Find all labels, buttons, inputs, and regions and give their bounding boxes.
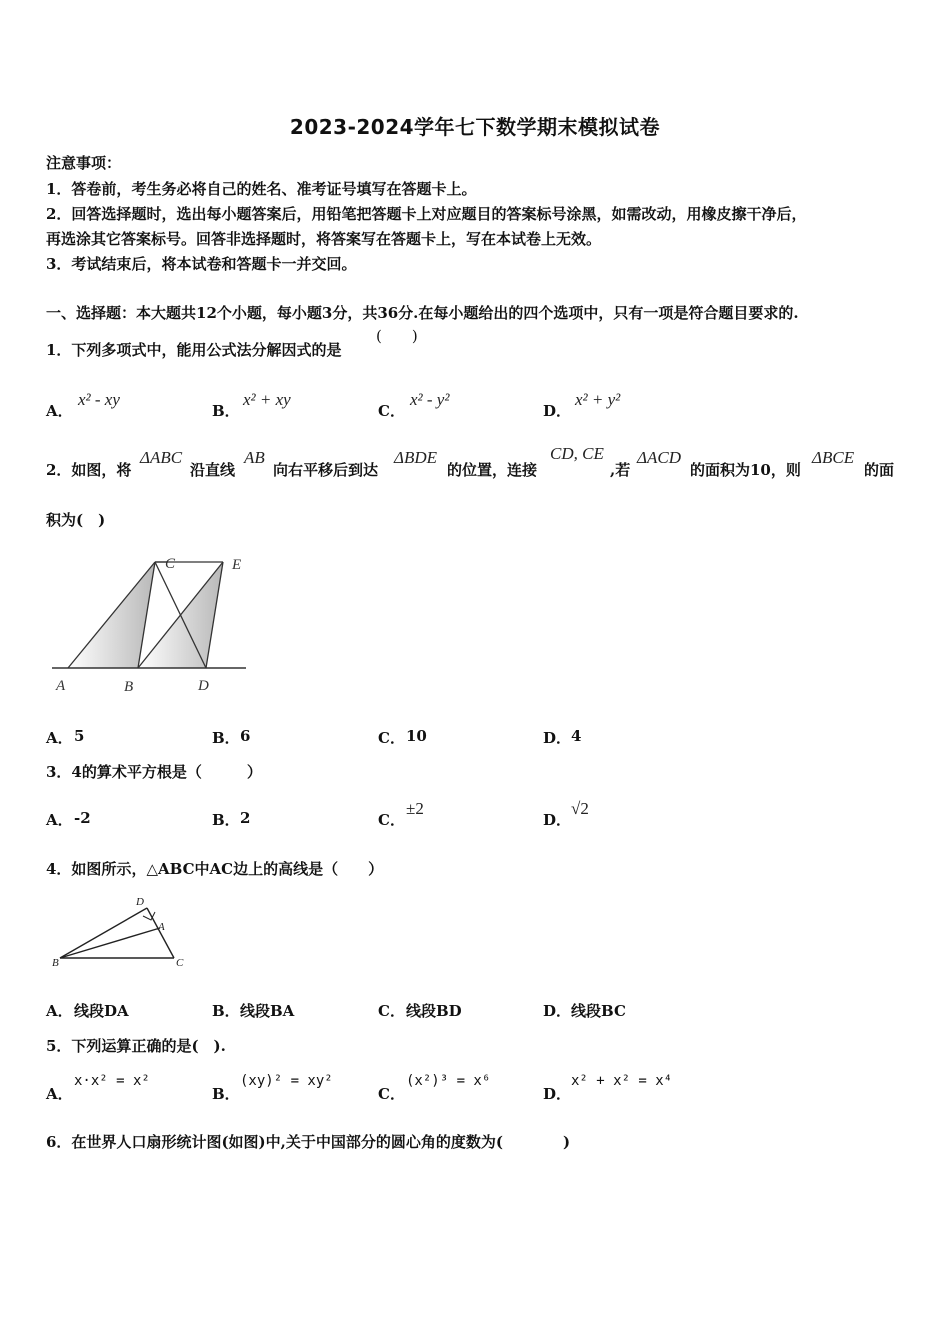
q4-figure xyxy=(44,890,204,975)
q5-option-math: (xy)² = xy² xyxy=(240,1073,333,1089)
notice-item: 3．考试结束后，将本试卷和答题卡一并交回。 xyxy=(46,255,357,273)
q1-option-math: x² - y² xyxy=(410,390,450,409)
q5-option-math: (x²)³ = x⁶ xyxy=(406,1073,491,1089)
notice-item: 2．回答选择题时，选出每小题答案后，用铅笔把答题卡上对应题目的答案标号涂黑，如需改动，用橡皮擦干净后， xyxy=(46,205,807,223)
q2-text: 的面积为10，则 xyxy=(690,461,801,479)
q3-option-value: ±2 xyxy=(406,799,424,818)
notice-item: 再选涂其它答案标号。回答非选择题时，将答案写在答题卡上，写在本试卷上无效。 xyxy=(46,230,602,248)
q3-option-label: B． xyxy=(212,811,240,829)
q1-option-label: B． xyxy=(212,402,240,420)
q4-option-value: 线段DA xyxy=(74,1002,129,1020)
q5-option-label: A． xyxy=(46,1085,73,1103)
q3-option-label: D． xyxy=(543,811,572,829)
q2-math: ΔACD xyxy=(637,448,681,467)
q1-paren: ( ) xyxy=(376,327,418,345)
segment-bd xyxy=(60,908,147,958)
q6-stem: 6．在世界人口扇形统计图(如图)中,关于中国部分的圆心角的度数为( ) xyxy=(46,1133,571,1151)
q2-option-label: B． xyxy=(212,729,240,747)
q3-option-label: A． xyxy=(46,811,73,829)
q4-stem: 4．如图所示，△ABC中AC边上的高线是（ ） xyxy=(46,860,384,878)
page-title: 2023-2024学年七下数学期末模拟试卷 xyxy=(289,115,661,139)
q2-math: CD, CE xyxy=(550,444,604,463)
q3-stem: 3．4的算术平方根是（ ） xyxy=(46,763,262,781)
q5-option-label: B． xyxy=(212,1085,240,1103)
q3-option-label: C． xyxy=(378,811,405,829)
q5-option-math: x² + x² = x⁴ xyxy=(571,1073,673,1089)
segment-dc xyxy=(147,908,174,958)
point-label-b: B xyxy=(52,957,59,969)
q2-text: 2．如图，将 xyxy=(46,461,132,479)
q2-text: 的位置，连接 xyxy=(447,461,538,479)
q1-option-label: A． xyxy=(46,402,73,420)
q4-option-value: 线段BA xyxy=(240,1002,295,1020)
q5-option-math: x·x² = x² xyxy=(74,1073,150,1089)
q4-option-value: 线段BD xyxy=(406,1002,462,1020)
q3-option-value: -2 xyxy=(74,809,91,827)
q3-option-value: 2 xyxy=(240,809,251,827)
q2-text: 沿直线 xyxy=(190,461,236,479)
point-label-e: E xyxy=(232,557,242,573)
q2-figure xyxy=(40,548,260,698)
point-label-c: C xyxy=(176,957,184,969)
q2-option-value: 5 xyxy=(74,727,85,745)
q2-math: ΔBDE xyxy=(394,448,438,467)
q4-option-value: 线段BC xyxy=(571,1002,626,1020)
notice-heading: 注意事项： xyxy=(46,154,122,172)
q1-option-math: x² - xy xyxy=(78,390,120,409)
q5-stem: 5．下列运算正确的是( ). xyxy=(46,1037,226,1055)
q5-option-label: C． xyxy=(378,1085,405,1103)
segment-ba xyxy=(60,928,160,958)
q1-option-math: x² + y² xyxy=(575,390,621,409)
q2-option-label: C． xyxy=(378,729,405,747)
q2-text: ,若 xyxy=(610,461,631,479)
q2-math: AB xyxy=(244,448,265,467)
q2-option-value: 10 xyxy=(406,727,427,745)
q4-option-label: B． xyxy=(212,1002,240,1020)
q2-text: 的面 xyxy=(864,461,895,479)
q4-option-label: A． xyxy=(46,1002,73,1020)
q1-option-label: D． xyxy=(543,402,572,420)
q4-option-label: D． xyxy=(543,1002,572,1020)
q1-option-label: C． xyxy=(378,402,405,420)
point-label-d: D xyxy=(198,678,209,694)
point-label-d: D xyxy=(136,896,144,908)
q1-stem: 1．下列多项式中，能用公式法分解因式的是 xyxy=(46,341,342,359)
q2-math: ΔBCE xyxy=(812,448,855,467)
point-label-a: A xyxy=(56,678,66,694)
q2-option-label: D． xyxy=(543,729,572,747)
point-label-b: B xyxy=(124,679,134,695)
q2-text: 积为( ) xyxy=(46,511,106,529)
q2-text: 向右平移后到达 xyxy=(273,461,379,479)
q2-math: ΔABC xyxy=(140,448,183,467)
notice-item: 1．答卷前，考生务必将自己的姓名、准考证号填写在答题卡上。 xyxy=(46,180,477,198)
q5-option-label: D． xyxy=(543,1085,572,1103)
q3-option-value: √2 xyxy=(571,799,589,818)
q1-option-math: x² + xy xyxy=(243,390,291,409)
q2-option-value: 6 xyxy=(240,727,251,745)
q2-option-label: A． xyxy=(46,729,73,747)
point-label-a: A xyxy=(158,921,165,933)
q2-option-value: 4 xyxy=(571,727,582,745)
q4-option-label: C． xyxy=(378,1002,405,1020)
section-heading: 一、选择题：本大题共12个小题，每小题3分，共36分.在每小题给出的四个选项中，只有一项是符合题目要求的. xyxy=(46,304,799,322)
point-label-c: C xyxy=(165,556,176,572)
